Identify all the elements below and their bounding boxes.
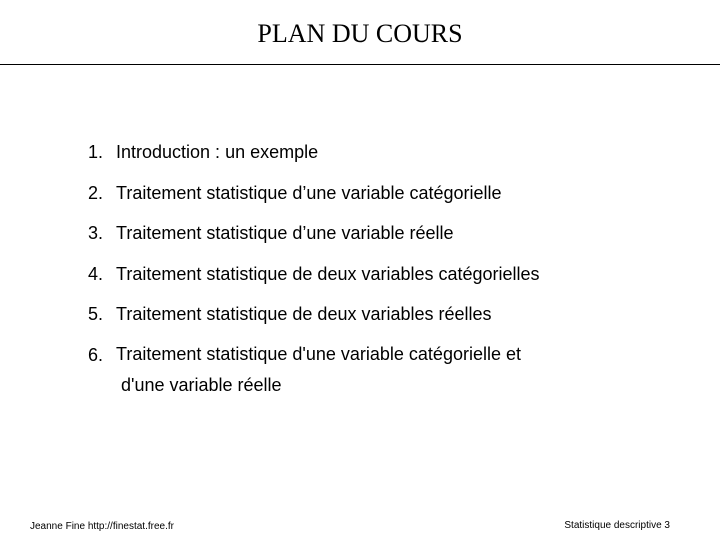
title-divider <box>0 64 720 65</box>
outline-item-text: Traitement statistique d’une variable catégorielle <box>116 182 502 203</box>
outline-item-number: 3. <box>88 223 104 243</box>
outline-item-number: 1. <box>88 142 104 162</box>
outline-item <box>88 140 616 164</box>
outline-item <box>88 221 616 245</box>
outline-item-text: Traitement statistique d’une variable réelle <box>116 223 454 243</box>
outline-item <box>88 262 616 286</box>
outline-item-text: Traitement statistique de deux variables catégorielles <box>116 263 540 284</box>
outline-item-number: 6. <box>88 344 104 365</box>
footer-slide-number: Statistique descriptive 3 <box>564 520 670 531</box>
outline-item-number: 2. <box>88 182 104 203</box>
slide-title: PLAN DU COURS <box>257 19 463 48</box>
outline-item <box>88 343 616 401</box>
outline-item-text: Introduction : un exemple <box>116 142 319 162</box>
outline-item-number: 4. <box>88 263 104 284</box>
footer-author: Jeanne Fine http://finestat.free.fr <box>30 521 174 532</box>
outline-item-text-block <box>116 339 616 401</box>
outline-item <box>88 181 616 205</box>
outline-item <box>88 302 616 326</box>
course-outline <box>88 140 616 417</box>
outline-item-text: Traitement statistique d'une variable catégorielle et <box>116 343 521 364</box>
outline-item-number: 5. <box>88 304 104 324</box>
outline-item-text-continued: d'une variable réelle <box>121 374 282 395</box>
outline-item-text: Traitement statistique de deux variables réelles <box>116 304 492 324</box>
